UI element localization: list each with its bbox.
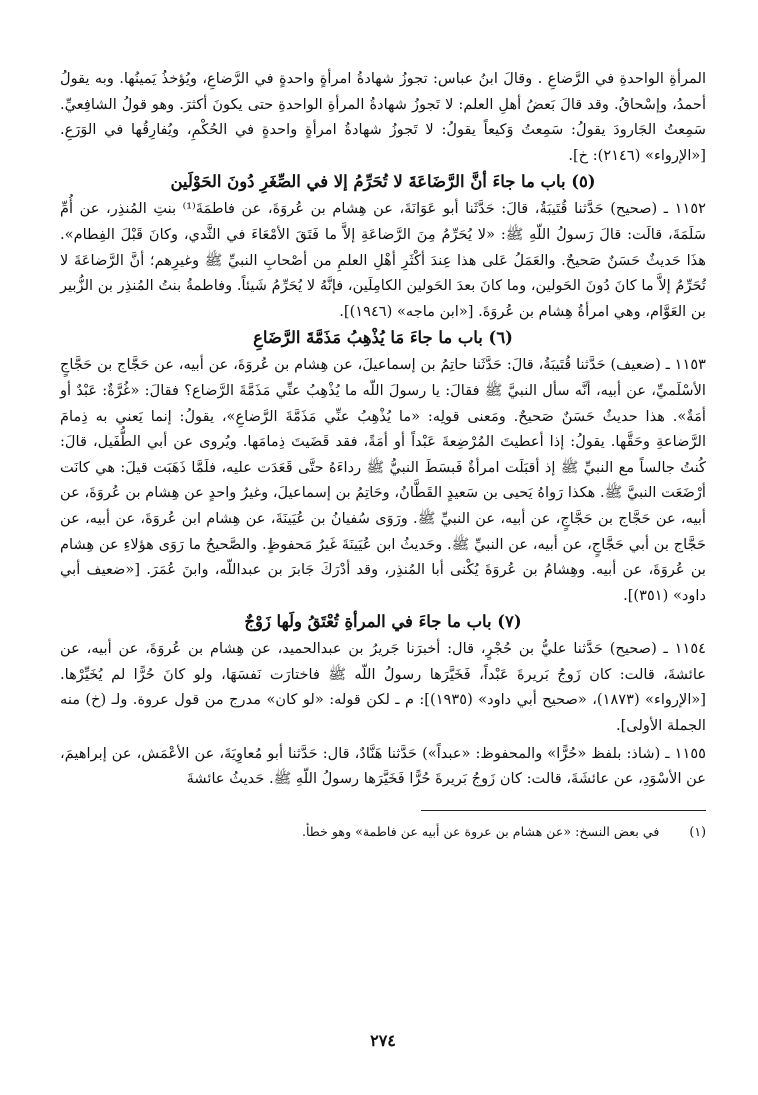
hadith-1153: ١١٥٣ ـ (ضعيف) حَدَّثنا قُتَيبَةُ، قالَ: حَدَّثَنا حاتِمُ بن إسماعيلَ، عن هِشام بن عُروَةَ، عن أبيه، عن حَجَّاج بن حَجَّاجٍ الأسْلَميِّ، عن أبيه، أنَّه سأل النبيَّ ﷺ فقالَ: يا رسولَ اللّه ما يُذْهِبُ عنِّي مَذَمَّةَ الرَّضاع؟ فقالَ: «غُرَّةٌ: عَبْدٌ أو أمَةٌ». هذا حديثٌ حَسَنٌ صَحيحٌ. ومَعنى قولِه: «ما يُذْهِبُ عنِّي مَذَمَّةَ الرَّضاعِ»، يقولُ: إنما يَعني به ذِمامَ الرَّضاعةِ وحَقَّها. يقولُ: إذا أعطيتَ المُرْضِعةَ عَبْداً أو أمَةً، فقد قَضَيتَ ذِمامَها. ويُروى عن أبي الطُّفَيل، قالَ: كُنتُ جالساً مع النبيِّ ﷺ إذ أقبَلَت امرأةٌ فَبسَطَ النبيُّ ﷺ رداءَهُ حتَّى قَعَدَت عليه، فلَمَّا ذَهَبَت قيلَ: هي كانَت أرْضَعَت النبيَّ ﷺ. هكذا رَواهُ يَحيى بن سَعيدٍ القَطَّانُ، وحَاتِمُ بن إسماعيلَ، وغيرُ واحدٍ عن هِشام بن عُروَةَ، عن أبيه، عن حَجَّاج بن حَجَّاجٍ، عن أبيه، عن النبيِّ ﷺ. ورَوَى سُفيانُ بن عُيَينَةَ، عن هِشام ابن عُروَةَ، عن أبيه، عن حَجَّاج بن أبي حَجَّاجٍ، عن أبيه، عن النبيِّ ﷺ. وحَديثُ ابن عُيَينَةَ غَيرُ مَحفوظٍ. والصَّحيحُ ما رَوَى هؤلاءِ عن هِشام بن عُروَةَ، عن أبيه. وهِشامُ بن عُروَةَ يُكْنى أبا المُنذِر، وقد أدْرَكَ جَابرَ بن عبداللّه، وابنَ عُمَرَ. [«ضعيف أبي داود» (٣٥١)].: [60, 356, 706, 604]
page-number: ٢٧٤: [370, 1031, 396, 1050]
page-body: [60, 66, 706, 1095]
hadith-1155: ١١٥٥ ـ (شاذ: بلفظ «حُرًّا» والمحفوظ: «عبداً») حَدَّثنا هَنَّادٌ، قال: حَدَّثنا أبو مُعاوِيَةَ، عن الأعْمَش، عن إبراهيمَ، عن الأسْوَدِ، عن عائشَةَ، قالت: كان زَوجُ بَريرةَ حُرًّا فَخَيَّرَها رسولُ اللّهِ ﷺ. حَديثُ عائشةَ: [60, 744, 706, 788]
section-heading-7: (٧) باب ما جاءَ في المرأةِ تُعْتَقُ ولَها زَوْجٌ: [244, 612, 522, 632]
section-heading-6: (٦) باب ما جاءَ مَا يُذْهِبُ مَذَمَّةَ الرَّضَاعِ: [253, 328, 513, 348]
hadith-1152: ١١٥٢ ـ (صحيح) حَدَّثنا قُتَيبَةُ، قالَ: حَدَّثَنا أبو عَوَانَةَ، عن هِشام بن عُروَةَ، عن فاطمَةَ⁽¹⁾ بنتِ المُنذِر، عن أُمِّ سَلَمَةَ، قالَت: قالَ رَسولُ اللّهِ ﷺ: «لا يُحَرِّمُ مِنَ الرَّضاعَةِ إلاَّ ما فَتَقَ الأمْعَاءَ في الثَّدي، وكانَ قَبْلَ الفِطام». هذَا حَديثٌ حَسَنٌ صَحيحٌ. والعَمَلُ عَلى هذا عِندَ أكْثَرِ أهْلِ العلمِ من أصْحابِ النبيِّ ﷺ وغيرِهم؛ أنَّ الرَّضاعَةَ لا تُحَرِّمُ إلاَّ ما كانَ دُونَ الحَولين، وما كانَ بعدَ الحَولين الكامِلَين، فإنَّهُ لا يُحَرِّمُ شَيئاً. وفاطمةُ بنتُ المُنذِر بن الزُّبير بن العَوَّام، وهي امرأةُ هِشام بن عُروَةَ. [«ابن ماجه» (١٩٤٦)].: [60, 200, 706, 320]
footnote: [60, 822, 706, 842]
footnote-number: (١): [689, 824, 706, 839]
continuation-text: المرأةِ الواحدةِ في الرَّضاعِ . وقالَ ابنُ عباس: تجوزُ شهادةُ امرأةٍ واحدةٍ في الرَّضاعِ، ويُؤخذُ يَمينُها. وبه يقولُ أحمدُ، وإسْحاقُ. وقد قالَ بَعضُ أهلِ العلم: لا تَجوزُ شهادةُ المرأةِ الواحدةِ حتى يكونَ أكثرَ. وهو قولُ الشافِعيِّ. سَمِعتُ الجَارودَ يقولُ: سَمِعتُ وَكيعاً يقولُ: لا تَجوزُ شهادةُ امرأةٍ واحدةٍ في الحُكْمِ، ويُفارِقُها في الوَرَعِ. [«الإرواء» (٢١٤٦): خ].: [60, 70, 706, 164]
hadith-1154: ١١٥٤ ـ (صحيح) حَدَّثنا عليُّ بن حُجْرٍ، قال: أخبرَنا جَريرُ بن عبدالحميد، عن هِشام بن عُروَةَ، عن أبيه، عن عائشةَ، قالت: كان زَوجُ بَريرةَ عَبْداً، فَخَيَّرَها رسولُ اللّه ﷺ فاختارَت نَفسَهَا، ولو كانَ حُرًّا لم يُخَيِّرْها. [«الإرواء» (١٨٧٣)، «صحيح أبي داود» (١٩٣٥)]: م ـ لكن قوله: «لو كان» مدرج من قول عروة. ولـ (خ) منه الجملة الأولى].: [60, 640, 706, 735]
footnote-text: في بعض النسخ: «عن هشام بن عروة عن أبيه عن فاطمة» وهو خطأ.: [301, 824, 660, 839]
section-heading-5: (٥) باب ما جاءَ أنَّ الرَّضَاعَةَ لا تُحَرِّمُ إلا في الصِّغَرِ دُونَ الحَوْلَين: [170, 172, 596, 192]
footnote-divider: [421, 810, 706, 811]
